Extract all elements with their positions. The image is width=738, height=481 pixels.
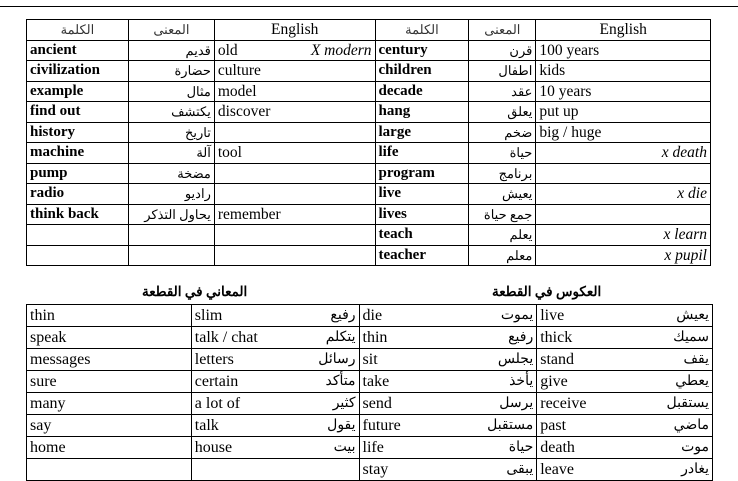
vocab-word: hang bbox=[375, 102, 469, 123]
pair-row bbox=[27, 371, 713, 393]
vocab-meaning: يحاول التذكر bbox=[128, 204, 214, 225]
vocab-meaning: اطفال bbox=[469, 61, 536, 82]
vocab-english bbox=[536, 184, 711, 205]
opposite-word-arabic: يموت bbox=[500, 308, 534, 323]
vocab-word: life bbox=[375, 143, 469, 164]
vocab-row bbox=[27, 143, 711, 164]
opposite-arabic: يعيش bbox=[676, 308, 709, 323]
header-meaning: المعنى bbox=[469, 20, 536, 41]
pair-word: home bbox=[27, 437, 192, 459]
vocab-word: radio bbox=[27, 184, 129, 205]
vocab-english bbox=[536, 245, 711, 266]
opposite-english: stand bbox=[540, 351, 575, 368]
vocab-english bbox=[536, 61, 711, 82]
opposite-english: death bbox=[540, 439, 575, 456]
opposite-cell bbox=[537, 371, 713, 393]
synonym-english: house bbox=[194, 439, 233, 456]
synonym-cell bbox=[191, 371, 359, 393]
opposite-english: live bbox=[540, 307, 565, 324]
vocab-meaning: عقد bbox=[469, 81, 536, 102]
vocab-english bbox=[536, 102, 711, 123]
pair-word: speak bbox=[27, 327, 192, 349]
vocab-row bbox=[27, 184, 711, 205]
opposite-word-english: send bbox=[362, 395, 392, 412]
vocab-word: example bbox=[27, 81, 129, 102]
vocab-meaning: يعيش bbox=[469, 184, 536, 205]
vocab-meaning bbox=[128, 245, 214, 266]
pair-word: say bbox=[27, 415, 192, 437]
vocab-english bbox=[214, 102, 375, 123]
vocab-meaning: تاريخ bbox=[128, 122, 214, 143]
pair-row bbox=[27, 305, 713, 327]
pair-row bbox=[27, 327, 713, 349]
opposite-word-arabic: رفيع bbox=[508, 330, 534, 345]
synonym-english: a lot of bbox=[194, 395, 241, 412]
pair-row bbox=[27, 349, 713, 371]
vocab-row bbox=[27, 61, 711, 82]
vocab-meaning: قديم bbox=[128, 40, 214, 61]
opposite-word-english: life bbox=[362, 439, 384, 456]
english-text: big / huge bbox=[539, 123, 602, 141]
opposite-note: x die bbox=[677, 185, 707, 203]
pair-word: many bbox=[27, 393, 192, 415]
pair-word: thin bbox=[27, 305, 192, 327]
vocab-meaning: يعلم bbox=[469, 225, 536, 246]
english-text: kids bbox=[539, 62, 566, 80]
opposite-english: give bbox=[540, 373, 568, 390]
header-english: English bbox=[214, 20, 375, 41]
vocab-row bbox=[27, 204, 711, 225]
vocab-english bbox=[536, 163, 711, 184]
opposite-word-cell bbox=[359, 393, 537, 415]
synonym-arabic: رفيع bbox=[330, 308, 356, 323]
opposite-arabic: يستقبل bbox=[666, 396, 709, 411]
vocab-word: large bbox=[375, 122, 469, 143]
english-text: remember bbox=[217, 205, 281, 223]
pair-row bbox=[27, 393, 713, 415]
vocab-meaning: جمع حياة bbox=[469, 204, 536, 225]
vocab-meaning: برنامج bbox=[469, 163, 536, 184]
opposite-word-cell bbox=[359, 371, 537, 393]
opposite-english: leave bbox=[540, 461, 574, 478]
header-english: English bbox=[536, 20, 711, 41]
vocab-row bbox=[27, 81, 711, 102]
opposite-cell bbox=[537, 437, 713, 459]
vocab-meaning: يعلق bbox=[469, 102, 536, 123]
synonym-arabic: متأكد bbox=[325, 374, 356, 389]
opposite-english: receive bbox=[540, 395, 587, 412]
opposite-note: x pupil bbox=[664, 246, 707, 264]
vocab-row bbox=[27, 122, 711, 143]
opposite-cell bbox=[537, 305, 713, 327]
vocab-word: century bbox=[375, 40, 469, 61]
vocab-english bbox=[214, 163, 375, 184]
vocab-meaning: ضخم bbox=[469, 122, 536, 143]
opposite-word-cell bbox=[359, 437, 537, 459]
opposite-word-arabic: حياة bbox=[508, 440, 534, 455]
synonym-cell bbox=[191, 349, 359, 371]
english-text: model bbox=[217, 82, 257, 100]
english-text: discover bbox=[217, 103, 271, 121]
opposite-word-cell bbox=[359, 415, 537, 437]
pair-row bbox=[27, 415, 713, 437]
vocab-word: teach bbox=[375, 225, 469, 246]
vocab-row bbox=[27, 245, 711, 266]
opposite-arabic: موت bbox=[681, 440, 709, 455]
synonym-arabic: رسائل bbox=[318, 352, 356, 367]
synonym-english: talk bbox=[194, 417, 219, 434]
vocab-meaning: حضارة bbox=[128, 61, 214, 82]
vocab-meaning: قرن bbox=[469, 40, 536, 61]
opposite-arabic: يغادر bbox=[681, 462, 709, 477]
vocab-english bbox=[536, 143, 711, 164]
opposite-word-arabic: يجلس bbox=[497, 352, 534, 367]
opposite-word-cell bbox=[359, 349, 537, 371]
header-meaning: المعنى bbox=[128, 20, 214, 41]
vocab-word: pump bbox=[27, 163, 129, 184]
vocab-english bbox=[536, 81, 711, 102]
opposite-arabic: ماضي bbox=[673, 418, 709, 433]
vocab-english bbox=[214, 143, 375, 164]
vocab-english bbox=[214, 122, 375, 143]
synonym-cell bbox=[191, 437, 359, 459]
synonym-cell bbox=[191, 305, 359, 327]
pairs-table bbox=[26, 304, 713, 481]
vocab-english bbox=[214, 225, 375, 246]
english-text: old bbox=[217, 41, 238, 59]
synonym-arabic: يقول bbox=[327, 418, 356, 433]
synonym-arabic: يتكلم bbox=[325, 330, 356, 345]
vocab-meaning: مضخة bbox=[128, 163, 214, 184]
synonym-english: letters bbox=[194, 351, 234, 368]
opposite-note: x death bbox=[661, 144, 707, 162]
opposite-word-arabic: يبقى bbox=[506, 462, 534, 477]
top-rule bbox=[0, 0, 738, 7]
vocab-row bbox=[27, 225, 711, 246]
synonym-english: slim bbox=[194, 307, 223, 324]
synonym-english: talk / chat bbox=[194, 329, 258, 346]
opposite-arabic: سميك bbox=[673, 330, 709, 345]
vocab-english bbox=[214, 245, 375, 266]
vocab-word: decade bbox=[375, 81, 469, 102]
header-word: الكلمة bbox=[27, 20, 129, 41]
vocab-english bbox=[536, 204, 711, 225]
opposite-arabic: يقف bbox=[683, 352, 709, 367]
opposite-word-english: sit bbox=[362, 351, 378, 368]
english-text: tool bbox=[217, 144, 242, 162]
opposite-word-english: die bbox=[362, 307, 383, 324]
vocab-word: children bbox=[375, 61, 469, 82]
pair-word: sure bbox=[27, 371, 192, 393]
vocab-word: civilization bbox=[27, 61, 129, 82]
opposites-section-title: العكوس في القطعة bbox=[492, 284, 602, 299]
opposite-cell bbox=[537, 415, 713, 437]
opposite-word-arabic: يأخذ bbox=[509, 374, 534, 389]
opposite-note: x learn bbox=[663, 226, 707, 244]
synonym-cell bbox=[191, 327, 359, 349]
english-text: 10 years bbox=[539, 82, 592, 100]
opposite-note: X modern bbox=[310, 41, 372, 59]
opposite-word-arabic: مستقبل bbox=[487, 418, 534, 433]
vocab-word: live bbox=[375, 184, 469, 205]
vocab-meaning: راديو bbox=[128, 184, 214, 205]
vocab-english bbox=[536, 122, 711, 143]
opposite-word-english: stay bbox=[362, 461, 389, 478]
vocab-word: machine bbox=[27, 143, 129, 164]
vocab-meaning: آلة bbox=[128, 143, 214, 164]
vocab-row bbox=[27, 163, 711, 184]
opposite-word-cell bbox=[359, 327, 537, 349]
synonym-arabic: كثير bbox=[332, 396, 356, 411]
vocab-english bbox=[214, 204, 375, 225]
vocab-word: lives bbox=[375, 204, 469, 225]
vocab-word: ancient bbox=[27, 40, 129, 61]
vocab-word: history bbox=[27, 122, 129, 143]
vocab-word: think back bbox=[27, 204, 129, 225]
vocab-word bbox=[27, 225, 129, 246]
synonym-english: certain bbox=[194, 373, 239, 390]
opposite-word-english: future bbox=[362, 417, 401, 434]
vocab-word: find out bbox=[27, 102, 129, 123]
opposite-word-english: take bbox=[362, 373, 390, 390]
synonym-arabic: بيت bbox=[333, 440, 356, 455]
synonym-cell bbox=[191, 393, 359, 415]
opposite-english: past bbox=[540, 417, 567, 434]
vocab-word: program bbox=[375, 163, 469, 184]
english-text: culture bbox=[217, 62, 261, 80]
opposite-arabic: يعطي bbox=[675, 374, 709, 389]
synonym-cell bbox=[191, 415, 359, 437]
vocab-english bbox=[214, 61, 375, 82]
vocab-meaning: حياة bbox=[469, 143, 536, 164]
vocab-word bbox=[27, 245, 129, 266]
vocab-row bbox=[27, 40, 711, 61]
pair-row bbox=[27, 437, 713, 459]
vocab-row bbox=[27, 102, 711, 123]
opposite-word-cell bbox=[359, 305, 537, 327]
opposite-word-english: thin bbox=[362, 329, 388, 346]
vocab-meaning: يكتشف bbox=[128, 102, 214, 123]
opposite-word-arabic: يرسل bbox=[499, 396, 534, 411]
vocab-meaning: مثال bbox=[128, 81, 214, 102]
vocab-english bbox=[214, 40, 375, 61]
meanings-section-title: المعاني في القطعة bbox=[142, 284, 248, 299]
opposite-english: thick bbox=[540, 329, 573, 346]
vocab-word: teacher bbox=[375, 245, 469, 266]
pair-word: messages bbox=[27, 349, 192, 371]
vocab-english bbox=[214, 184, 375, 205]
english-text: put up bbox=[539, 103, 579, 121]
vocab-meaning bbox=[128, 225, 214, 246]
english-text: 100 years bbox=[539, 41, 600, 59]
vocab-english bbox=[214, 81, 375, 102]
vocabulary-table bbox=[26, 19, 711, 266]
vocab-meaning: معلم bbox=[469, 245, 536, 266]
opposite-cell bbox=[537, 393, 713, 415]
header-word: الكلمة bbox=[375, 20, 469, 41]
opposite-cell bbox=[537, 349, 713, 371]
vocab-english bbox=[536, 225, 711, 246]
vocab-english bbox=[536, 40, 711, 61]
opposite-cell bbox=[537, 327, 713, 349]
vocab-header-row bbox=[27, 20, 711, 41]
